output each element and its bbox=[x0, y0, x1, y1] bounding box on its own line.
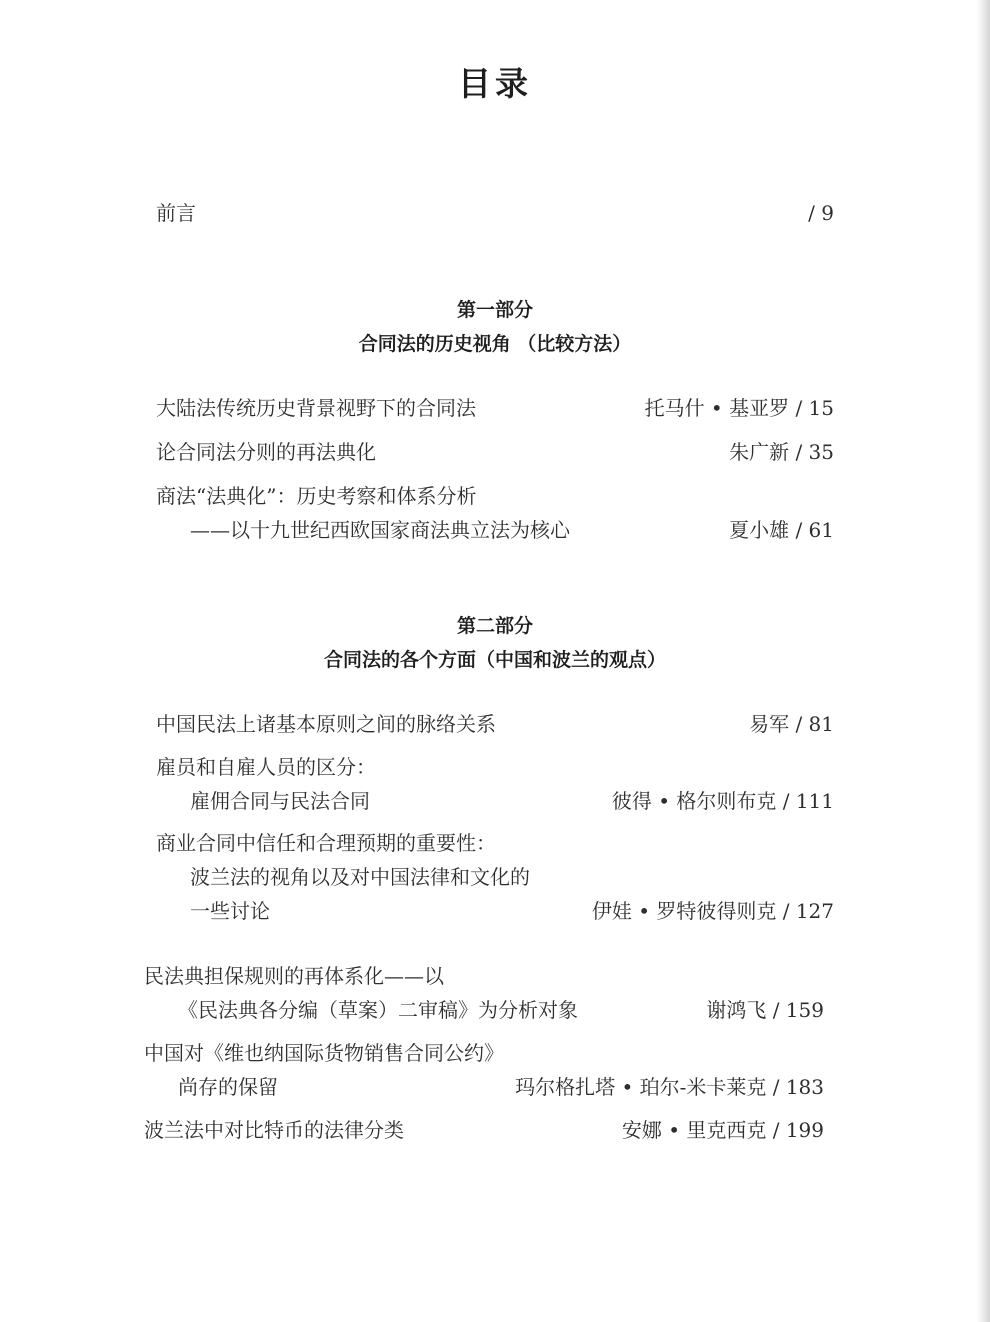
toc-entry-title: 论合同法分则的再法典化 bbox=[156, 440, 376, 464]
part1-label: 第一部分 bbox=[456, 299, 533, 321]
toc-entry-subtitle: 尚存的保留 bbox=[178, 1075, 278, 1099]
toc-entry-title: 中国民法上诸基本原则之间的脉络关系 bbox=[156, 712, 496, 736]
toc-entry-page: / 9 bbox=[808, 201, 834, 225]
toc-entry-author-page: 谢鸿飞 / 159 bbox=[706, 998, 824, 1022]
toc-entry-part1-2[interactable] bbox=[156, 440, 834, 466]
toc-entry-part2-1[interactable] bbox=[156, 712, 834, 738]
toc-entry-subtitle: ——以十九世纪西欧国家商法典立法为核心 bbox=[190, 518, 570, 542]
toc-entry-title: 雇员和自雇人员的区分： bbox=[156, 755, 376, 779]
toc-entry-author-page: 托马什 • 基亚罗 / 15 bbox=[644, 396, 834, 420]
toc-entry-title: 中国对《维也纳国际货物销售合同公约》 bbox=[144, 1041, 504, 1065]
toc-entry-title: 前言 bbox=[156, 201, 196, 225]
toc-entry-part2-2[interactable] bbox=[156, 755, 834, 815]
toc-entry-part1-3[interactable] bbox=[156, 484, 834, 544]
toc-entry-title: 商法“法典化”：历史考察和体系分析 bbox=[156, 484, 477, 508]
part2-label: 第二部分 bbox=[456, 615, 533, 637]
toc-entry-author-page: 朱广新 / 35 bbox=[729, 440, 834, 464]
toc-entry-part1-1[interactable] bbox=[156, 396, 834, 422]
toc-entry-subtitle: 波兰法的视角以及对中国法律和文化的 bbox=[190, 865, 530, 889]
toc-entry-author-page: 彼得 • 格尔则布克 / 111 bbox=[611, 789, 834, 813]
toc-entry-part2-6[interactable] bbox=[144, 1118, 824, 1144]
toc-entry-author-page: 夏小雄 / 61 bbox=[729, 518, 834, 542]
toc-entry-title: 波兰法中对比特币的法律分类 bbox=[144, 1118, 404, 1142]
part1-subtitle: 合同法的历史视角 （比较方法） bbox=[358, 333, 632, 355]
toc-entry-title: 大陆法传统历史背景视野下的合同法 bbox=[156, 396, 476, 420]
toc-entry-author-page: 玛尔格扎塔 • 珀尔-米卡莱克 / 183 bbox=[515, 1075, 824, 1099]
toc-entry-author-page: 易军 / 81 bbox=[749, 712, 834, 736]
toc-entry-subtitle-continued: 一些讨论 bbox=[190, 899, 270, 923]
toc-entry-subtitle: 雇佣合同与民法合同 bbox=[190, 789, 370, 813]
toc-entry-part2-5[interactable] bbox=[144, 1041, 824, 1101]
toc-entry-preface[interactable] bbox=[156, 201, 834, 227]
toc-entry-title: 商业合同中信任和合理预期的重要性： bbox=[156, 831, 496, 855]
toc-entry-author-page: 安娜 • 里克西克 / 199 bbox=[621, 1118, 824, 1142]
toc-entry-part2-4[interactable] bbox=[144, 964, 824, 1024]
toc-entry-subtitle: 《民法典各分编（草案）二审稿》为分析对象 bbox=[178, 998, 578, 1022]
toc-entry-author-page: 伊娃 • 罗特彼得则克 / 127 bbox=[591, 899, 834, 923]
toc-entry-part2-3[interactable] bbox=[156, 831, 834, 925]
toc-entry-title: 民法典担保规则的再体系化——以 bbox=[144, 964, 444, 988]
page-title: 目录 bbox=[458, 64, 532, 103]
part2-subtitle: 合同法的各个方面（中国和波兰的观点） bbox=[323, 649, 666, 671]
